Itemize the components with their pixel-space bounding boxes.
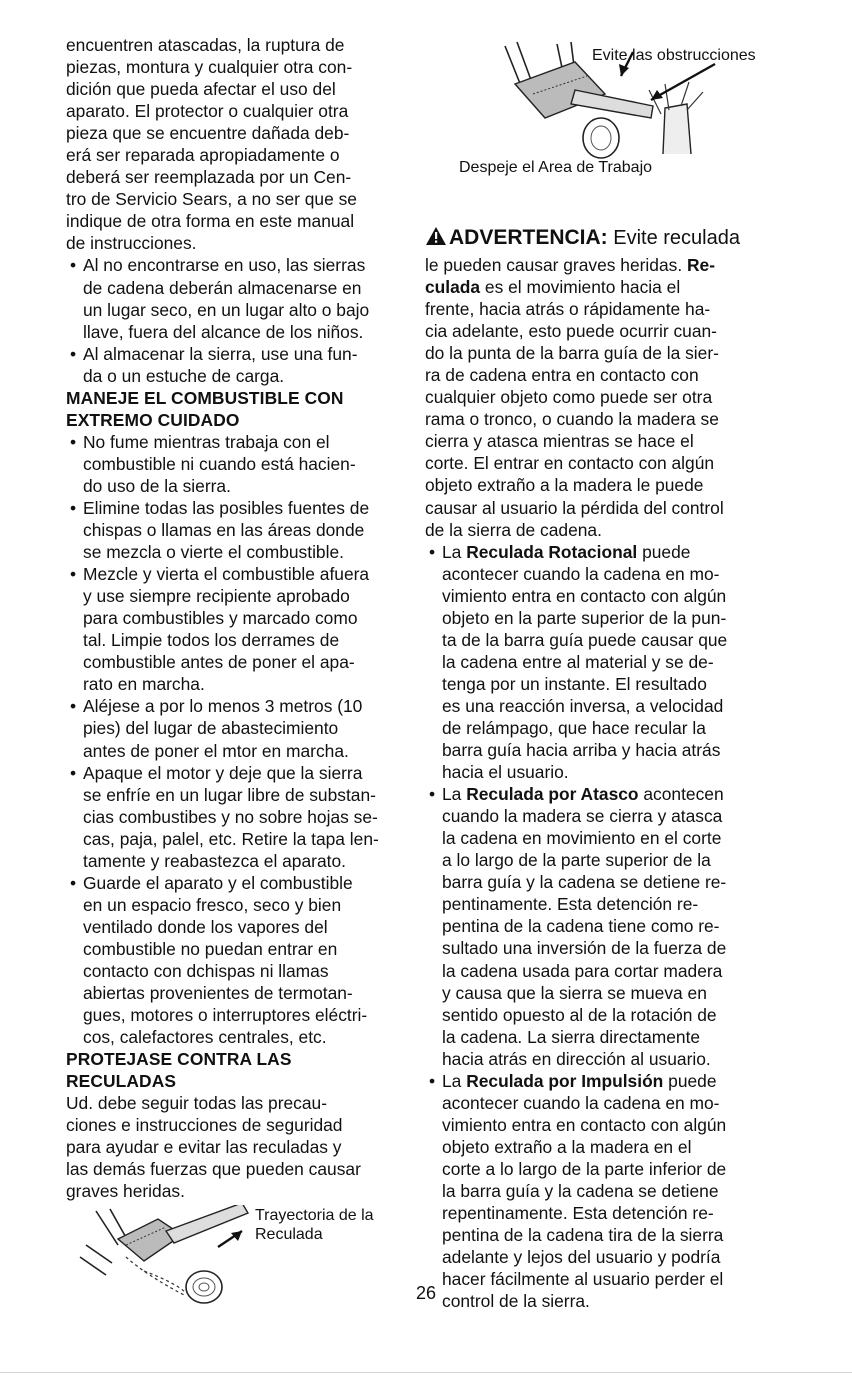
text-run: es el movimiento hacia el	[480, 277, 681, 298]
text-line: de la sierra de cadena.	[425, 519, 602, 540]
bullet-item-pinch-kickback	[425, 783, 787, 1070]
page-number: 26	[415, 1283, 437, 1303]
caption-line: Reculada	[255, 1226, 323, 1244]
text-line: las demás fuerzas que pueden causar	[66, 1159, 361, 1180]
text-line: sentido opuesto al de la rotación de	[442, 1004, 717, 1025]
text-line: • No fume mientras trabaja con el	[83, 431, 330, 452]
text-line: acontecer cuando la cadena en mo-	[442, 1092, 720, 1113]
text-line: barra guía hacia arriba y hacia atrás	[442, 740, 721, 761]
text-line: graves heridas.	[66, 1181, 185, 1202]
text-line: pentinamente. Esta detención re-	[442, 894, 699, 915]
text-line: cierra y atasca mientras se hace el	[425, 431, 694, 452]
text-line: Ud. debe seguir todas las precau-	[66, 1093, 328, 1114]
text-line: rama o tronco, o cuando la madera se	[425, 409, 719, 430]
heading-line: MANEJE EL COMBUSTIBLE CON	[66, 387, 344, 408]
text-line: • Aléjese a por lo menos 3 metros (10	[83, 696, 363, 717]
page-bottom-edge	[0, 1372, 852, 1373]
text-line	[425, 254, 787, 276]
kickback-section-heading	[66, 1048, 418, 1092]
text-line: sultado una inversión de la fuerza de	[442, 938, 727, 959]
text-line: pieza que se encuentre dañada deb-	[66, 123, 350, 144]
text-line: para combustibles y marcado como	[83, 608, 358, 629]
text-line: rato en marcha.	[83, 674, 205, 695]
text-line: cias combustibes y no sobre hojas se-	[83, 806, 378, 827]
text-line	[442, 783, 787, 805]
text-line: hacia atrás en dirección al usuario.	[442, 1048, 711, 1069]
text-line: da o un estuche de carga.	[83, 365, 285, 386]
text-run: le pueden causar graves heridas.	[425, 255, 687, 275]
text-line: • Al no encontrarse en uso, las sierras	[83, 255, 366, 276]
bullet-item	[66, 497, 418, 563]
warning-tail: Evite reculada	[607, 227, 740, 249]
text-line: control de la sierra.	[442, 1291, 590, 1312]
text-line: combustible antes de poner el apa-	[83, 652, 355, 673]
warning-triangle-icon	[425, 226, 447, 254]
clear-work-area-figure	[425, 34, 787, 224]
bold-term: Reculada Rotacional	[466, 541, 638, 562]
bullet-item-pushback-kickback	[425, 1070, 787, 1313]
caption-line: Trayectoria de la	[255, 1207, 374, 1225]
text-run: puede	[637, 541, 691, 562]
text-line: tenga por un instante. El resultado	[442, 673, 707, 694]
bold-term: culada	[425, 277, 481, 298]
left-column	[66, 34, 418, 1305]
text-line: en un espacio fresco, seco y bien	[83, 894, 342, 915]
text-line: chispas o llamas en las áreas donde	[83, 520, 365, 541]
text-line: causar al usuario la pérdida del control	[425, 497, 724, 518]
text-line: tal. Limpie todos los derrames de	[83, 630, 340, 651]
right-column	[425, 34, 787, 1312]
text-line: y use siempre recipiente aprobado	[83, 586, 350, 607]
text-line: combustible no puedan entrar en	[83, 938, 338, 959]
heading-line: PROTEJASE CONTRA LAS	[66, 1049, 292, 1070]
text-line: la cadena en movimiento en el corte	[442, 828, 722, 849]
bold-term: Re-	[687, 255, 716, 275]
text-line	[442, 1070, 787, 1092]
text-line: • Al almacenar la sierra, use una fun-	[83, 343, 358, 364]
text-run: La	[442, 784, 467, 805]
text-line: barra guía y la cadena se detiene re-	[442, 872, 727, 893]
text-line: • Apaque el motor y deje que la sierra	[83, 762, 363, 783]
text-line: encuentren atascadas, la ruptura de	[66, 35, 345, 55]
text-line: repentinamente. Esta detención re-	[442, 1203, 714, 1224]
text-line: llave, fuera del alcance de los niños.	[83, 321, 364, 342]
text-line: de instrucciones.	[66, 233, 197, 254]
text-line	[425, 276, 787, 298]
kickback-intro-paragraph	[66, 1092, 418, 1202]
bullet-item-rotational-kickback	[425, 541, 787, 784]
text-line: do uso de la sierra.	[83, 475, 231, 496]
text-line: dición que pueda afectar el uso del	[66, 79, 336, 100]
text-line: a lo largo de la parte superior de la	[442, 850, 711, 871]
warning-heading	[425, 224, 787, 254]
text-run: La	[442, 541, 467, 562]
text-line: ra de cadena entra en contacto con	[425, 365, 699, 386]
text-line: objeto extraño a la madera en el	[442, 1136, 692, 1157]
text-line: pies) del lugar de abastecimiento	[83, 718, 339, 739]
text-line: combustible ni cuando está hacien-	[83, 453, 356, 474]
text-line: de cadena deberán almacenarse en	[83, 277, 362, 298]
text-line: cuando la madera se cierra y atasca	[442, 806, 723, 827]
text-line: acontecer cuando la cadena en mo-	[442, 563, 720, 584]
text-line: hacer fácilmente al usuario perder el	[442, 1269, 724, 1290]
text-line: cualquier objeto como puede ser otra	[425, 387, 713, 408]
text-line: es una reacción inversa, a velocidad	[442, 695, 724, 716]
fuel-section-heading	[66, 387, 418, 431]
text-line: cos, calefactores centrales, etc.	[83, 1027, 327, 1048]
text-line: de relámpago, que hace recular la	[442, 717, 706, 738]
text-line: • Elimine todas las posibles fuentes de	[83, 497, 370, 518]
bullet-item	[66, 872, 418, 1048]
text-line: objeto en la parte superior de la pun-	[442, 607, 727, 628]
figure-caption-top: Evite las obstrucciones	[592, 47, 756, 64]
text-line: pentina de la cadena tiene como re-	[442, 916, 720, 937]
text-line: antes de poner el mtor en marcha.	[83, 740, 349, 761]
text-run: La	[442, 1070, 467, 1091]
bullet-item	[66, 431, 418, 497]
text-run: acontecen	[638, 784, 724, 805]
text-line: abiertas provenientes de termotan-	[83, 983, 353, 1004]
figure-caption-bottom: Despeje el Area de Trabajo	[459, 159, 653, 176]
bold-term: Reculada por Impulsión	[466, 1070, 664, 1091]
text-line: aparato. El protector o cualquier otra	[66, 101, 349, 122]
kickback-type-list	[425, 541, 787, 1313]
text-line: se enfríe en un lugar libre de substan-	[83, 784, 376, 805]
text-line: la barra guía y la cadena se detiene	[442, 1180, 719, 1201]
text-line: la cadena. La sierra directamente	[442, 1026, 701, 1047]
bold-term: Reculada por Atasco	[466, 784, 639, 805]
text-line: indique de otra forma en este manual	[66, 211, 355, 232]
text-line: objeto extraño a la madera le puede	[425, 475, 704, 496]
text-line: hacia el usuario.	[442, 762, 569, 783]
text-line: corte a lo largo de la parte inferior de	[442, 1158, 727, 1179]
text-line: la cadena usada para cortar madera	[442, 960, 723, 981]
text-line: cas, paja, palel, etc. Retire la tapa len-	[83, 828, 379, 849]
text-line: ciones e instrucciones de seguridad	[66, 1115, 343, 1136]
text-line: erá ser reparada apropiadamente o	[66, 145, 340, 166]
heading-line: RECULADAS	[66, 1071, 177, 1092]
text-line: contacto con dchispas ni llamas	[83, 960, 329, 981]
bullet-item	[66, 695, 418, 761]
bullet-item	[66, 762, 418, 872]
text-line: se mezcla o vierte el combustible.	[83, 542, 344, 563]
text-line: deberá ser reemplazada por un Cen-	[66, 167, 352, 188]
text-line: pentina de la cadena tira de la sierra	[442, 1225, 724, 1246]
intro-paragraph	[66, 34, 418, 254]
text-line: tamente y reabastezca el aparato.	[83, 850, 346, 871]
text-line: • Mezcle y vierta el combustible afuera	[83, 564, 370, 585]
text-line: do la punta de la barra guía de la sier-	[425, 343, 719, 364]
heading-line: EXTREMO CUIDADO	[66, 409, 240, 430]
figure-caption	[255, 1206, 405, 1244]
text-line: adelante y lejos del usuario y podría	[442, 1247, 721, 1268]
text-line: ta de la barra guía puede causar que	[442, 629, 728, 650]
bullet-item	[66, 563, 418, 695]
fuel-bullet-list	[66, 431, 418, 1048]
text-line: ventilado donde los vapores del	[83, 916, 328, 937]
text-line: vimiento entra en contacto con algún	[442, 585, 727, 606]
text-line: gues, motores o interruptores eléctri-	[83, 1005, 368, 1026]
warning-paragraph	[425, 254, 787, 541]
bullet-item	[66, 254, 418, 342]
text-run: puede	[663, 1070, 717, 1091]
text-line: tro de Servicio Sears, a no ser que se	[66, 189, 357, 210]
text-line: piezas, montura y cualquier otra con-	[66, 57, 353, 78]
text-line: la cadena entre al material y se de-	[442, 651, 714, 672]
text-line	[442, 541, 787, 563]
text-line: vimiento entra en contacto con algún	[442, 1114, 727, 1135]
warning-label: ADVERTENCIA:	[449, 226, 608, 249]
text-line: para ayudar e evitar las reculadas y	[66, 1137, 342, 1158]
text-line: frente, hacia atrás o rápidamente ha-	[425, 299, 711, 320]
text-line: cia adelante, esto puede ocurrir cuan-	[425, 321, 717, 342]
bullet-item	[66, 343, 418, 387]
text-line: un lugar seco, en un lugar alto o bajo	[83, 299, 370, 320]
text-line: corte. El entrar en contacto con algún	[425, 453, 715, 474]
text-line: • Guarde el aparato y el combustible	[83, 872, 353, 893]
text-line: y causa que la sierra se mueva en	[442, 982, 707, 1003]
storage-bullet-list	[66, 254, 418, 386]
